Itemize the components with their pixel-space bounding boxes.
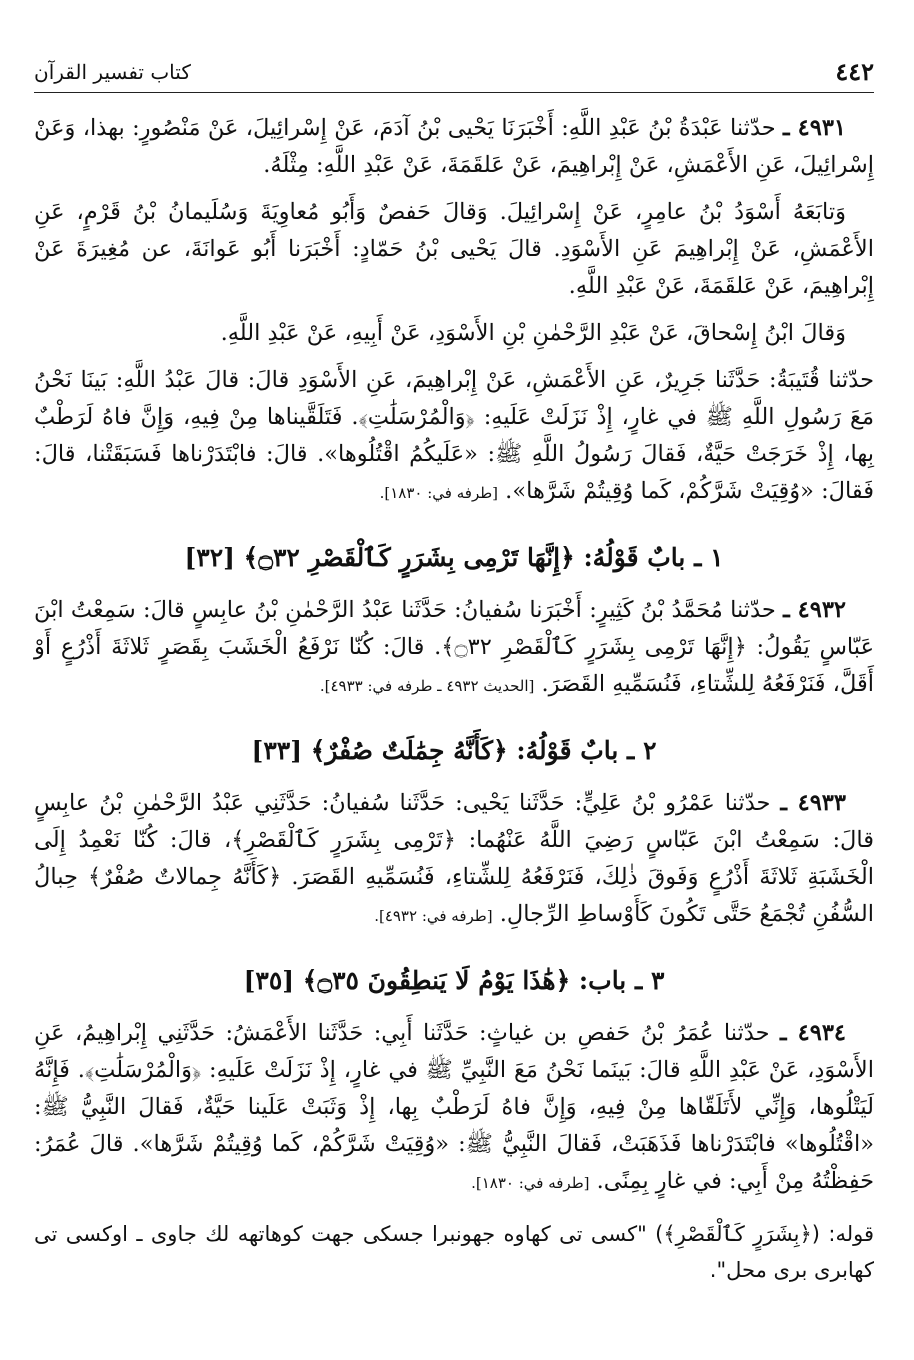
hadith-4931-continuation: وَتابَعَهُ أَسْوَدُ بْنُ عامِرٍ، عَنْ إِسْرائِيلَ. وَقالَ حَفصٌ وَأَبُو مُعاوِيَةَ وَسُلَيمانُ بْنُ قَرْمٍ، عَنِ الأَعْمَشِ، عَنْ إِبْراهِيمَ عَنِ الأَسْوَدِ. قالَ يَحْيى بْنُ حَمّادٍ: أَخْبَرَنا أَبُو عَوانَةَ، عن مُغِيرَةَ عَنْ إِبْراهِيمَ، عَنْ عَلقَمَةَ، عَنْ عَبْدِ اللَّهِ. <box>34 199 874 299</box>
hadith-text: حدّثنا عُمَرُ بْنُ حَفصِ بن غياثٍ: حَدَّثَنا أَبِي: حَدَّثَنا الأَعْمَشُ: حَدَّثَنِي إِبْراهِيمُ، عَنِ الأَسْوَدِ، عَنْ عَبْدِ اللَّهِ قالَ: بَينَما نَحْنُ مَعَ النَّبِيِّ ﷺ في غارٍ، إِذْ نَزَلَتْ عَلَيهِ: ﴿وَالْمُرْسَلَٰتِ﴾. فَإِنَّهُ لَيَتْلُوها، وَإِنِّي لأَتَلَقّاها مِنْ فِيهِ، وَإِنَّ فاهُ لَرَطْبٌ بِها، إِذْ وَثَبَتْ عَلَينا حَيَّةٌ، فَقالَ النَّبِيُّ ﷺ: «اقْتُلُوها» فابْتَدَرْناها فَذَهَبَتْ، فَقالَ النَّبِيُّ ﷺ: «وُقِيَتْ شَرَّكُمْ، كَما وُقِيتُمْ شَرَّها». قالَ عُمَرُ: حَفِظْتُهُ مِنْ أَبِي: في غارٍ بِمِنًى. <box>34 1020 874 1194</box>
chapter-heading-3: ٣ ـ باب: ﴿هَٰذَا يَوْمُ لَا يَنطِقُونَ ۝٣٥﴾ [٣٥] <box>243 966 665 995</box>
page-header <box>34 52 874 93</box>
hadith-number: ٤٩٣١ ـ <box>783 115 846 141</box>
cross-reference: [الحديث ٤٩٣٢ ـ طرفه في: ٤٩٣٣]. <box>319 677 535 695</box>
hadith-number: ٤٩٣٤ ـ <box>779 1020 846 1046</box>
chapter-heading-2: ٢ ـ بابٌ قَوْلُهُ: ﴿كَأَنَّهُ جِمَٰلَتٌ صُفْرٌ﴾ [٣٣] <box>251 736 657 765</box>
hadith-4933 <box>34 785 874 935</box>
chapter-heading-1: ١ ـ بابٌ قَوْلُهُ: ﴿إِنَّهَا تَرْمِى بِشَرَرٍ كَٱلْقَصْرِ ۝٣٢﴾ [٣٢] <box>184 543 724 572</box>
hadith-text: حدّثنا عَمْرُو بْنُ عَلِيٍّ: حَدَّثَنا يَحْيى: حَدَّثَنا سُفيانُ: حَدَّثَنِي عَبْدُ الرَّحْمٰنِ بْنُ عابِسٍ قالَ: سَمِعْتُ ابْنَ عَبّاسٍ رَضِيَ اللَّهُ عَنْهُما: ﴿تَرْمِى بِشَرَرٍ كَٱلْقَصْرِ﴾، قالَ: كُنّا نَعْمِدُ إِلَى الْخَشَبَةِ ثَلاثَةَ أَذْرُعٍ وَفَوقَ ذٰلِكَ، فَنَرْفَعُهُ لِلشِّتاءِ، فَنُسَمِّيهِ القَصَرَ. ﴿كَأَنَّهُ جِمالاتٌ صُفْرٌ﴾ حِبالُ السُّفُنِ تُجْمَعُ حَتَّى تَكُونَ كَأَوْساطِ الرِّجالِ. <box>34 790 874 927</box>
hadith-number: ٤٩٣٢ ـ <box>783 597 846 623</box>
hadith-text: حدّثنا قُتَيبَةُ: حَدَّثَنا جَرِيرٌ، عَنِ الأَعْمَشِ، عَنْ إِبْراهِيمَ، عَنِ الأَسْوَدِ قالَ: قالَ عَبْدُ اللَّهِ: بَينَا نَحْنُ مَعَ رَسُولِ اللَّهِ ﷺ في غارٍ، إِذْ نَزَلَتْ عَلَيهِ: ﴿وَالْمُرْسَلَٰتِ﴾. فَتَلَقَّيناها مِنْ فِيهِ، وَإِنَّ فاهُ لَرَطْبٌ بِها، إِذْ خَرَجَتْ حَيَّةٌ، فَقالَ رَسُولُ اللَّهِ ﷺ: «عَلَيكُمُ اقْتُلُوها». قالَ: فابْتَدَرْناها فَسَبَقَتْنا، قالَ: فَقالَ: «وُقِيَتْ شَرَّكُمْ، كَما وُقِيتُمْ شَرَّها». <box>34 367 874 504</box>
cross-reference: [طرفه في: ١٨٣٠]. <box>471 1174 590 1192</box>
hadith-text: حدّثنا عَبْدَةُ بْنُ عَبْدِ اللَّهِ: أَخْبَرَنَا يَحْيى بْنُ آدَمَ، عَنْ إِسْرائِيلَ، عَنْ مَنْصُورٍ: بهذا، وَعَنْ إِسْرائِيلَ، عَنِ الأَعْمَشِ، عَنْ إِبْراهِيمَ، عَنْ عَلقَمَةَ، عَنْ عَبْدِ اللَّهِ: مِثْلَهُ. <box>34 115 874 178</box>
hadith-4934 <box>34 1015 874 1202</box>
commentary-note: قوله: (﴿بِشَرَرٍ كَٱلْقَصْرِ﴾) "كسى تى كهاوه جهونبرا جسكى جهت كوهاتهه لك جاوى ـ اوكسى تى كهابرى برى محل". <box>34 1222 874 1282</box>
hadith-number: ٤٩٣٣ ـ <box>780 790 846 816</box>
hadith-4931-narration <box>34 362 874 512</box>
hadith-4931-chain: وَقالَ ابْنُ إِسْحاقَ، عَنْ عَبْدِ الرَّحْمٰنِ بْنِ الأَسْوَدِ، عَنْ أَبِيهِ، عَنْ عَبْدِ اللَّهِ. <box>220 320 846 346</box>
cross-reference: [طرفه في: ١٨٣٠]. <box>379 484 499 502</box>
hadith-4931 <box>34 110 874 184</box>
page-number: ٤٤٢ <box>835 57 874 86</box>
book-title: كتاب تفسير القرآن <box>34 60 191 84</box>
cross-reference: [طرفه في: ٤٩٣٢]. <box>374 907 493 925</box>
hadith-4932 <box>34 592 874 705</box>
hadith-text: حدّثنا مُحَمَّدُ بْنُ كَثِيرٍ: أَخْبَرَنا سُفيانُ: حَدَّثَنا عَبْدُ الرَّحْمٰنِ بْنُ عابِسٍ قالَ: سَمِعْتُ ابْنَ عَبّاسٍ يَقُولُ: ﴿إِنَّهَا تَرْمِى بِشَرَرٍ كَٱلْقَصْرِ ۝٣٢﴾. قالَ: كُنّا نَرْفَعُ الْخَشَبَ بِقَصَرٍ ثَلاثَةَ أَذْرُعٍ أَوْ أَقَلَّ، فَنَرْفَعُهُ لِلشِّتاءِ، فَنُسَمِّيهِ القَصَرَ. <box>34 597 874 697</box>
page-body <box>34 110 874 1298</box>
